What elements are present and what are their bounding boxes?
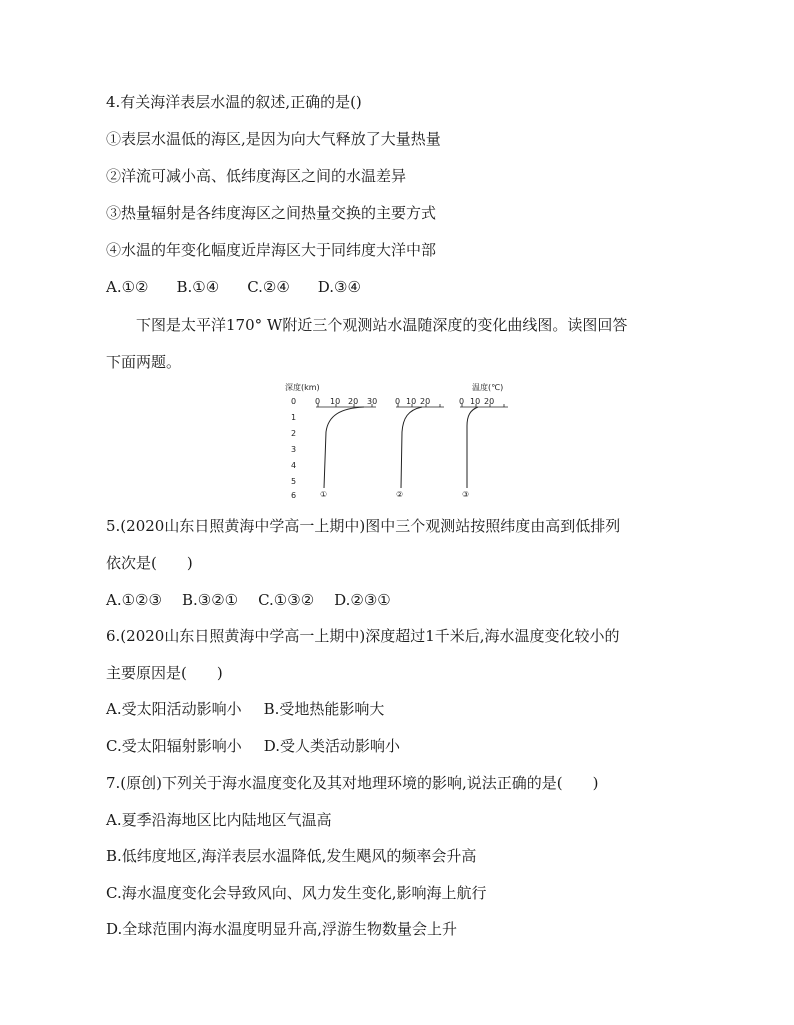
station-3-label: ③: [462, 490, 470, 499]
svg-text:10: 10: [330, 397, 341, 406]
svg-text:0: 0: [315, 397, 321, 406]
depth-tick: 6: [291, 491, 297, 500]
q4-option-d: D.③④: [317, 278, 361, 296]
q4-statement-1: ①表层水温低的海区,是因为向大气释放了大量热量: [106, 130, 441, 148]
svg-text:0: 0: [459, 397, 465, 406]
svg-text:20: 20: [348, 397, 359, 406]
q4-option-a: A.①②: [106, 278, 149, 296]
q5-option-d: D.②③①: [334, 591, 391, 609]
q6-option-a: A.受太阳活动影响小: [106, 700, 242, 718]
q4-stem: 4.有关海洋表层水温的叙述,正确的是(): [106, 93, 362, 111]
q4-statement-2: ②洋流可减小高、低纬度海区之间的水温差异: [106, 167, 407, 185]
svg-text:20: 20: [484, 397, 495, 406]
q7-option-b: B.低纬度地区,海洋表层水温降低,发生飓风的频率会升高: [106, 847, 477, 865]
q7-stem: 7.(原创)下列关于海水温度变化及其对地理环境的影响,说法正确的是( ): [106, 774, 599, 792]
q7-option-c: C.海水温度变化会导致风向、风力发生变化,影响海上航行: [106, 884, 487, 902]
q6-stem-line-1: 6.(2020山东日照黄海中学高一上期中)深度超过1千米后,海水温度变化较小的: [106, 627, 620, 645]
q4-options: [106, 277, 361, 297]
svg-text:0: 0: [395, 397, 401, 406]
q4-statement-3: ③热量辐射是各纬度海区之间热量交换的主要方式: [106, 204, 437, 222]
q6-options-row-1: [106, 699, 384, 719]
station-3-curve: [467, 407, 478, 488]
q5-option-c: C.①③②: [258, 591, 315, 609]
station-2-label: ②: [396, 490, 404, 499]
svg-text:10: 10: [406, 397, 417, 406]
depth-tick: 4: [291, 461, 297, 470]
depth-tick: 5: [291, 477, 297, 486]
q4-option-b: B.①④: [176, 278, 220, 296]
q5-option-a: A.①②③: [106, 591, 162, 609]
q7-option-d: D.全球范围内海水温度明显升高,浮游生物数量会上升: [106, 920, 458, 938]
svg-text:30: 30: [367, 397, 378, 406]
depth-tick: 1: [291, 413, 297, 422]
q5-option-b: B.③②①: [181, 591, 239, 609]
intro-line-1: 下图是太平洋170° W附近三个观测站水温随深度的变化曲线图。读图回答: [136, 316, 628, 334]
depth-tick: 2: [291, 429, 297, 438]
svg-text:20: 20: [420, 397, 431, 406]
q5-stem-line-1: 5.(2020山东日照黄海中学高一上期中)图中三个观测站按照纬度由高到低排列: [106, 517, 621, 535]
temperature-axis-label: 温度(℃): [472, 383, 504, 392]
depth-tick: 0: [291, 397, 297, 406]
intro-line-2: 下面两题。: [106, 353, 182, 371]
q6-options-row-2: [106, 736, 400, 756]
svg-text:10: 10: [470, 397, 481, 406]
station-2-axis: [395, 397, 444, 407]
q6-option-c: C.受太阳辐射影响小: [106, 737, 242, 755]
q6-option-b: B.受地热能影响大: [263, 700, 385, 718]
station-1-curve: [324, 407, 364, 488]
q4-option-c: C.②④: [247, 278, 290, 296]
q6-option-d: D.受人类活动影响小: [263, 737, 400, 755]
q5-stem-line-2: 依次是( ): [106, 554, 193, 572]
q4-statement-4: ④水温的年变化幅度近岸海区大于同纬度大洋中部: [106, 241, 437, 259]
station-2-curve: [401, 407, 422, 488]
q5-options: [106, 590, 391, 610]
q7-option-a: A.夏季沿海地区比内陆地区气温高: [106, 811, 332, 829]
depth-axis-label: 深度(km): [285, 383, 320, 392]
station-1-axis: [315, 397, 377, 407]
station-1-label: ①: [320, 490, 328, 499]
depth-tick: 3: [291, 445, 297, 454]
temperature-depth-figure: [280, 380, 530, 500]
station-3-axis: [459, 397, 508, 407]
q6-stem-line-2: 主要原因是( ): [106, 664, 223, 682]
